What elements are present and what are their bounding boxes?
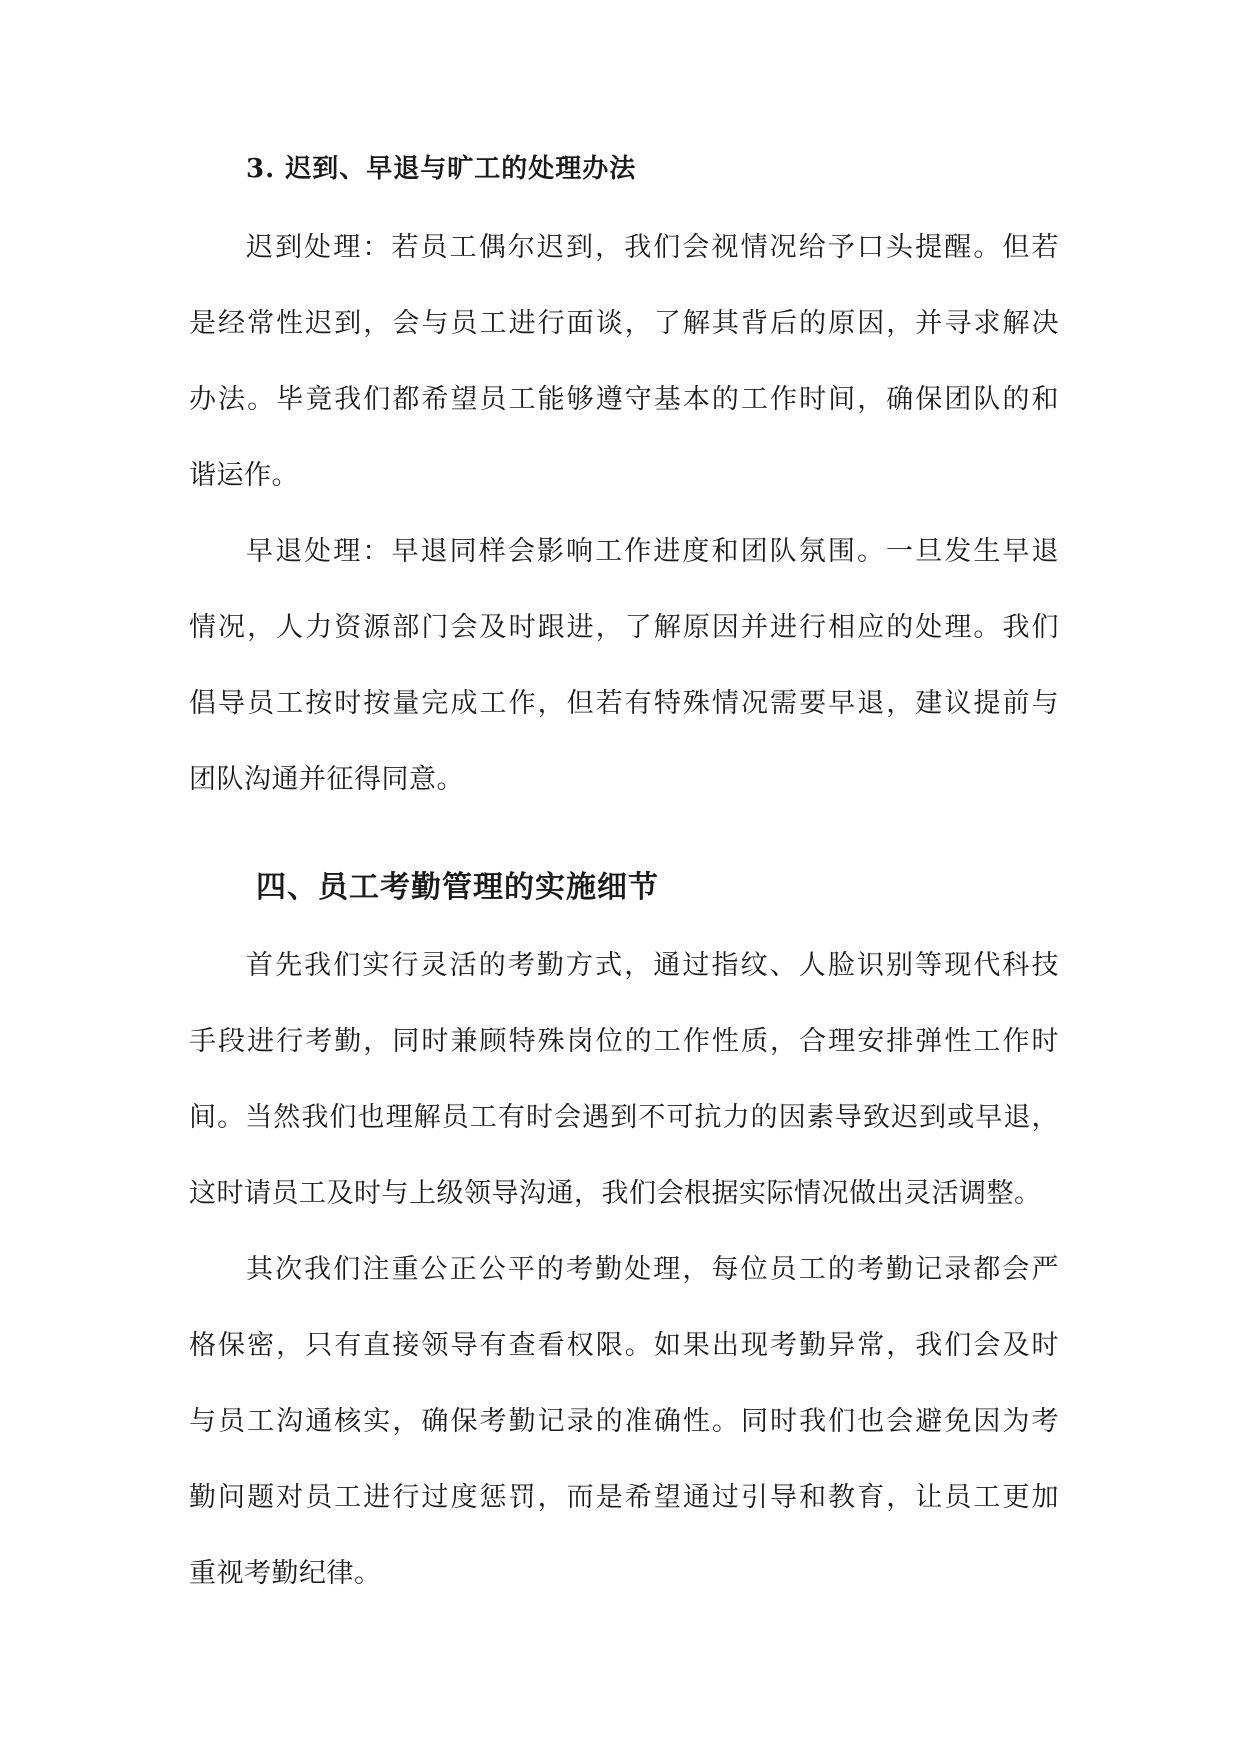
paragraph-line: 情况，人力资源部门会及时跟进，了解原因并进行相应的处理。我们 [189,612,1059,643]
paragraph-line: 早退处理：早退同样会影响工作进度和团队氛围。一旦发生早退 [246,536,1059,567]
paragraph-line: 这时请员工及时与上级领导沟通，我们会根据实际情况做出灵活调整。 [189,1178,1042,1209]
paragraph-early-leave-handling [189,514,1059,818]
paragraph-line: 勤问题对员工进行过度惩罚，而是希望通过引导和教育，让员工更加 [189,1482,1059,1513]
paragraph-line: 手段进行考勤，同时兼顾特殊岗位的工作性质，合理安排弹性工作时 [189,1026,1059,1057]
paragraph-line: 格保密，只有直接领导有查看权限。如果出现考勤异常，我们会及时 [189,1330,1059,1361]
paragraph-line: 其次我们注重公正公平的考勤处理，每位员工的考勤记录都会严 [246,1254,1059,1285]
paragraph-line: 是经常性迟到，会与员工进行面谈，了解其背后的原因，并寻求解决 [189,308,1059,339]
paragraph-line: 与员工沟通核实，确保考勤记录的准确性。同时我们也会避免因为考 [189,1406,1059,1437]
paragraph-line: 重视考勤纪律。 [189,1558,382,1589]
paragraph-line: 办法。毕竟我们都希望员工能够遵守基本的工作时间，确保团队的和 [189,384,1059,415]
paragraph-line: 首先我们实行灵活的考勤方式，通过指纹、人脸识别等现代科技 [246,950,1059,981]
paragraph-line: 团队沟通并征得同意。 [189,764,464,795]
paragraph-late-handling [189,210,1059,514]
paragraph-line: 间。当然我们也理解员工有时会遇到不可抗力的因素导致迟到或早退， [189,1102,1059,1133]
section-heading-late-early-absence: 3. 迟到、早退与旷工的处理办法 [246,154,637,184]
paragraph-flexible-attendance [189,928,1059,1232]
section-heading-attendance-details: 四、员工考勤管理的实施细节 [256,870,659,905]
paragraph-line: 倡导员工按时按量完成工作，但若有特殊情况需要早退，建议提前与 [189,688,1059,719]
paragraph-line: 迟到处理：若员工偶尔迟到，我们会视情况给予口头提醒。但若 [246,232,1059,263]
paragraph-line: 谐运作。 [189,460,299,491]
paragraph-fair-attendance [189,1232,1059,1612]
